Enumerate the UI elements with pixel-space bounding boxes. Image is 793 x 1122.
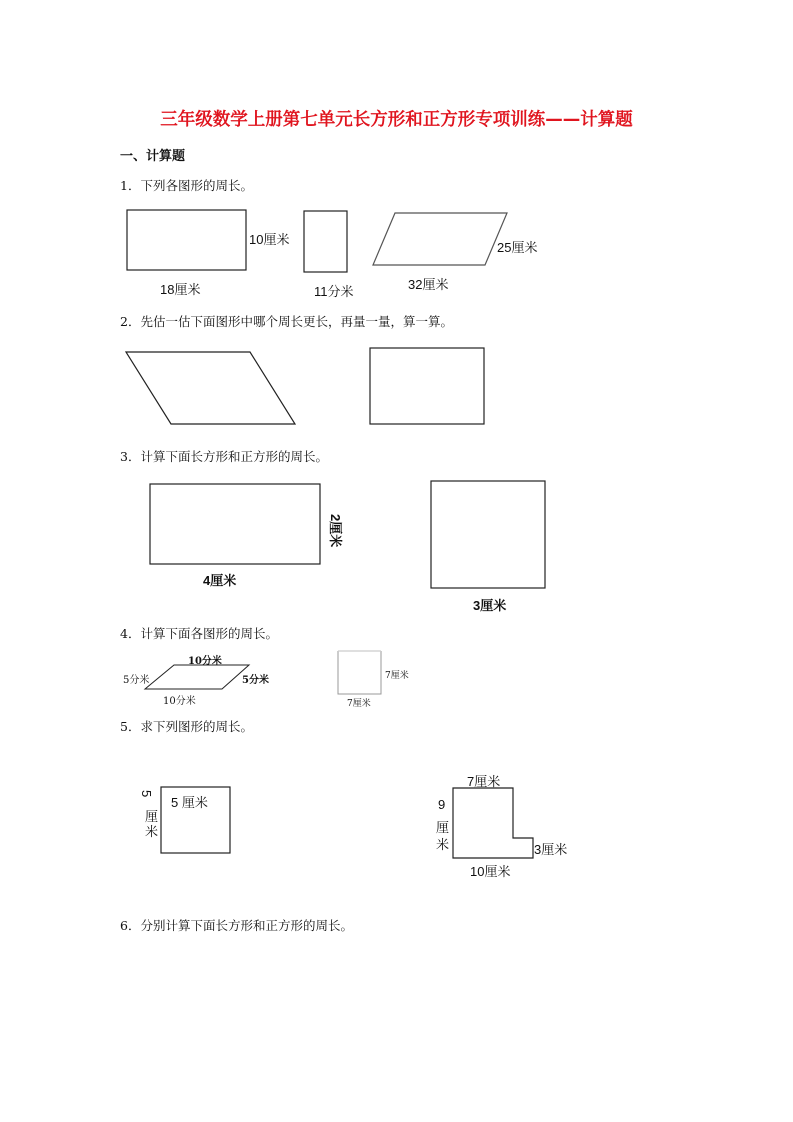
question-2: 2．先估一估下面图形中哪个周长更长，再量一量，算一算。	[120, 314, 453, 329]
question-6: 6．分别计算下面长方形和正方形的周长。	[120, 918, 353, 933]
q1-parallelogram	[373, 213, 507, 265]
question-3: 3．计算下面长方形和正方形的周长。	[120, 449, 328, 464]
q1-rect-width-label: 18厘米	[160, 282, 201, 297]
section-heading: 一、计算题	[120, 149, 186, 164]
q4-para-bottom-label: 10分米	[163, 696, 196, 707]
q3-rect-width-label: 4厘米	[203, 573, 237, 588]
question-4: 4．计算下面各图形的周长。	[120, 626, 278, 641]
q5-l-step-label: 3厘米	[534, 842, 568, 857]
q1-rect-height-label: 10厘米	[249, 232, 290, 247]
q3-rectangle	[150, 484, 320, 564]
q5-l-shape	[453, 788, 533, 858]
q4-parallelogram	[145, 665, 249, 689]
q4-para-left-label: 5分米	[123, 675, 150, 686]
q5-l-left-num: 9	[438, 797, 446, 812]
question-1: 1．下列各图形的周长。	[120, 178, 253, 193]
q2-rectangle	[370, 348, 484, 424]
q4-square	[338, 651, 381, 694]
q5-square-inner-label: 5 厘米	[171, 795, 208, 810]
q5-l-left-unit2: 米	[436, 837, 450, 852]
q4-square-bottom-label: 7厘米	[347, 699, 371, 709]
q3-square-label: 3厘米	[473, 598, 507, 613]
page-title: 三年级数学上册第七单元长方形和正方形专项训练——计算题	[160, 110, 633, 130]
q1-para-base-label: 32厘米	[408, 277, 449, 292]
q5-square-left-num: 5	[139, 790, 154, 798]
q4-para-right-label: 5分米	[242, 675, 269, 686]
q5-l-top-label: 7厘米	[467, 774, 501, 789]
q5-square-left-unit1: 厘	[145, 809, 159, 824]
q2-parallelogram	[126, 352, 295, 424]
q3-rect-height-label: 2厘米	[328, 514, 343, 548]
q1-square-label: 11分米	[314, 284, 354, 299]
q5-l-left-unit1: 厘	[436, 820, 450, 835]
question-5: 5．求下列图形的周长。	[120, 719, 253, 734]
q1-para-side-label: 25厘米	[497, 240, 538, 255]
q5-l-bottom-label: 10厘米	[470, 864, 511, 879]
q3-square	[431, 481, 545, 588]
q4-square-side-label: 7厘米	[385, 671, 409, 681]
q4-para-top-label: 10分米	[188, 656, 222, 667]
q1-rectangle	[127, 210, 246, 270]
q1-square	[304, 211, 347, 272]
q5-square-left-unit2: 米	[145, 824, 159, 839]
